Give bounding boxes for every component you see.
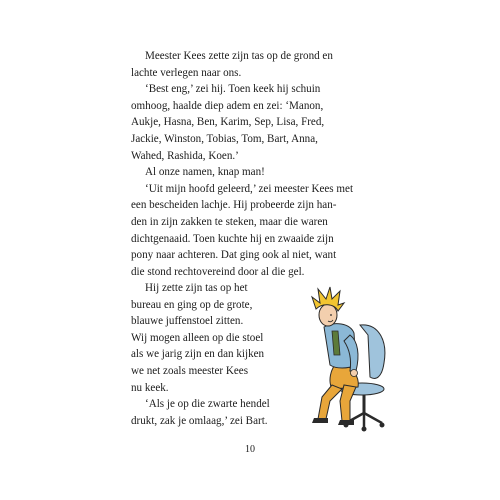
body-text-wrapped xyxy=(131,280,306,429)
body-text-top xyxy=(131,48,381,280)
text-line: een bescheiden lachje. Hij probeerde zijn han- xyxy=(131,199,337,212)
head xyxy=(312,287,344,326)
text-line: Meester Kees zette zijn tas op de grond en xyxy=(145,50,333,62)
text-line: Wahed, Rashida, Koen.’ xyxy=(131,149,239,162)
text-line: drukt, zak je omlaag,’ zei Bart. xyxy=(131,414,268,427)
text-line: Jackie, Winston, Tobias, Tom, Bart, Anna, xyxy=(131,132,318,145)
text-line: Wij mogen alleen op die stoel xyxy=(131,331,264,344)
text-line: Aukje, Hasna, Ben, Karim, Sep, Lisa, Fred, xyxy=(131,116,325,129)
right-shoe xyxy=(338,420,354,425)
text-line: ‘Uit mijn hoofd geleerd,’ zei meester Kees met xyxy=(145,182,354,195)
text-line: dichtgenaaid. Toen kuchte hij en zwaaide zijn xyxy=(131,232,334,245)
text-line: lachte verlegen naar ons. xyxy=(131,66,242,79)
text-line: als we jarig zijn en dan kijken xyxy=(131,348,265,361)
text-line: blauwe juffenstoel zitten. xyxy=(131,315,244,328)
text-line: omhoog, haalde diep adem en zei: ‘Manon, xyxy=(131,99,324,112)
shirt xyxy=(324,324,358,371)
text-line: nu keek. xyxy=(131,381,169,394)
left-shoe xyxy=(312,418,328,423)
text-line: den in zijn zakken te steken, maar die waren xyxy=(131,215,328,228)
text-line: ‘Best eng,’ zei hij. Toen keek hij schuin xyxy=(145,83,321,96)
teacher-on-chair-illustration xyxy=(298,285,388,435)
text-line: ‘Als je op die zwarte hendel xyxy=(145,398,270,411)
text-line: Hij zette zijn tas op het xyxy=(145,282,248,294)
text-line: Al onze namen, knap man! xyxy=(145,166,265,179)
text-line: we net zoals meester Kees xyxy=(131,364,249,377)
text-line: bureau en ging op de grote, xyxy=(131,298,253,311)
text-line: pony naar achteren. Dat ging ook al niet, want xyxy=(131,249,337,262)
hand xyxy=(351,370,358,377)
page-number: 10 xyxy=(245,444,255,455)
text-line: die stond rechtovereind door al die gel. xyxy=(131,265,305,278)
